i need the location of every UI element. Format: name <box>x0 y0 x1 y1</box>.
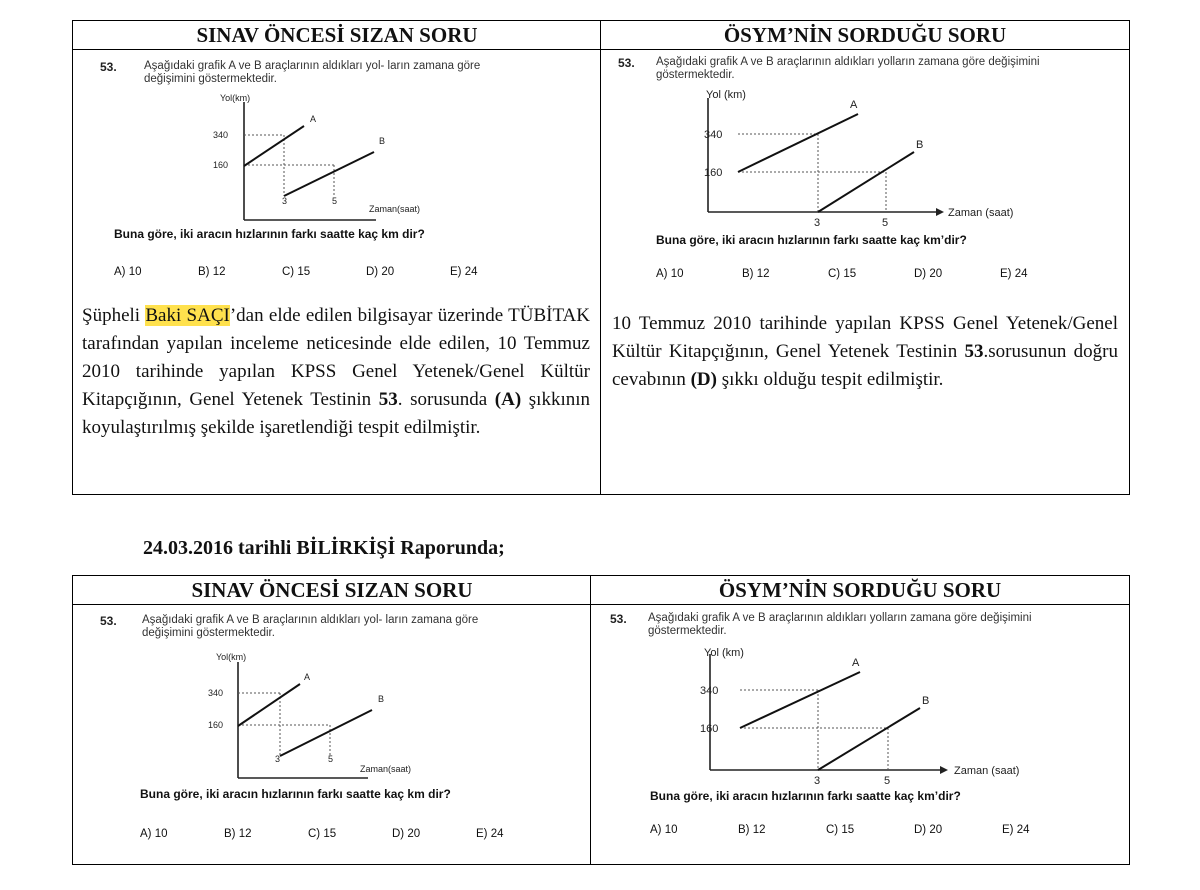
section-title: 24.03.2016 tarihli BİLİRKİŞİ Raporunda; <box>143 537 505 559</box>
option-b: B) 12 <box>224 828 252 840</box>
x-axis-label: Zaman (saat) <box>954 765 1020 777</box>
leaked-question-scan <box>86 52 586 297</box>
line-a <box>238 684 300 726</box>
line-b <box>280 710 372 756</box>
question-ask: Buna göre, iki aracın hızlarının farkı saatte kaç km’dir? <box>656 233 967 247</box>
line-a <box>738 114 858 172</box>
option-b: B) 12 <box>742 268 770 280</box>
option-c: C) 15 <box>308 828 337 840</box>
question-number: 53. <box>610 612 627 626</box>
question-ask: Buna göre, iki aracın hızlarının farkı saatte kaç km dir? <box>114 227 425 241</box>
x-axis-label: Zaman(saat) <box>369 204 421 214</box>
option-d: D) 20 <box>366 266 395 278</box>
answer-options <box>656 268 1060 280</box>
y-tick-160: 160 <box>700 723 719 735</box>
label-b: B <box>922 695 930 707</box>
question-ask: Buna göre, iki aracın hızlarının farkı saatte kaç km dir? <box>140 787 451 801</box>
option-e: E) 24 <box>1002 824 1030 836</box>
option-b: B) 12 <box>738 824 766 836</box>
question-number: 53. <box>100 60 117 74</box>
y-axis-label: Yol(km) <box>216 652 247 662</box>
option-c: C) 15 <box>282 266 311 278</box>
label-a: A <box>304 672 311 682</box>
leaked-distance-time-graph-2 <box>84 648 584 828</box>
y-tick-340: 340 <box>704 129 723 141</box>
option-c: C) 15 <box>826 824 855 836</box>
label-a: A <box>310 114 317 124</box>
question-text: Aşağıdaki grafik A ve B araçlarının aldıkları yol- ların zamana göre değişimini göstermektedir. <box>144 60 481 85</box>
line-b <box>818 708 920 770</box>
option-d: D) 20 <box>914 824 943 836</box>
label-a: A <box>850 99 858 111</box>
question-ask: Buna göre, iki aracın hızlarının farkı saatte kaç km’dir? <box>650 789 961 803</box>
bottom-right-header: ÖSYM’NİN SORDUĞU SORU <box>590 575 1130 606</box>
answer-options <box>140 828 536 840</box>
y-axis-label: Yol(km) <box>220 93 251 103</box>
option-e: E) 24 <box>450 266 478 278</box>
line-a <box>244 126 304 166</box>
line-a <box>740 672 860 728</box>
bottom-left-header: SINAV ÖNCESİ SIZAN SORU <box>72 575 592 606</box>
x-tick-5: 5 <box>328 754 334 764</box>
leaked-distance-time-graph <box>86 92 586 272</box>
question-number: 53. <box>100 614 117 628</box>
label-b: B <box>916 139 924 151</box>
x-tick-3: 3 <box>814 217 821 229</box>
x-tick-3: 3 <box>282 196 288 206</box>
question-text: Aşağıdaki grafik A ve B araçlarının aldıkları yol- ların zamana göre değişimini göstermektedir. <box>142 614 479 639</box>
x-tick-5: 5 <box>332 196 338 206</box>
option-e: E) 24 <box>1000 268 1028 280</box>
question-number: 53. <box>618 56 635 70</box>
x-tick-5: 5 <box>882 217 889 229</box>
y-tick-340: 340 <box>213 130 229 140</box>
y-axis-label: Yol (km) <box>704 647 744 659</box>
question-text: Aşağıdaki grafik A ve B araçlarının aldıkları yolların zamana göre değişimini göstermektedir. <box>648 612 1032 637</box>
osym-paragraph: 10 Temmuz 2010 tarihinde yapılan KPSS Genel Yetenek/Genel Kültür Kitapçığının, Genel Yetenek Testinin 53.sorusunun doğru cevabının (D) şıkkı olduğu tespit edilmiştir. <box>612 313 1118 390</box>
x-tick-5: 5 <box>884 775 891 787</box>
osym-question-scan-2 <box>602 608 1117 853</box>
line-b <box>284 152 374 196</box>
x-tick-3: 3 <box>275 754 281 764</box>
option-d: D) 20 <box>914 268 943 280</box>
line-b <box>818 152 914 212</box>
option-a: A) 10 <box>650 824 678 836</box>
y-tick-160: 160 <box>704 167 723 179</box>
y-tick-160: 160 <box>213 160 229 170</box>
option-b: B) 12 <box>198 266 226 278</box>
y-tick-160: 160 <box>208 720 224 730</box>
x-tick-3: 3 <box>814 775 821 787</box>
answer-options <box>114 266 510 278</box>
option-d: D) 20 <box>392 828 421 840</box>
question-text: Aşağıdaki grafik A ve B araçlarının aldıkları yolların zamana göre değişimini göstermektedir. <box>656 56 1040 81</box>
osym-question-scan <box>612 52 1102 304</box>
option-c: C) 15 <box>828 268 857 280</box>
y-axis-label: Yol (km) <box>706 89 746 101</box>
top-right-header: ÖSYM’NİN SORDUĞU SORU <box>600 20 1130 51</box>
option-a: A) 10 <box>114 266 142 278</box>
x-axis-label: Zaman (saat) <box>948 207 1014 219</box>
option-e: E) 24 <box>476 828 504 840</box>
option-a: A) 10 <box>656 268 684 280</box>
answer-options <box>650 824 1062 836</box>
y-tick-340: 340 <box>700 685 719 697</box>
top-left-header: SINAV ÖNCESİ SIZAN SORU <box>72 20 602 51</box>
option-a: A) 10 <box>140 828 168 840</box>
y-tick-340: 340 <box>208 688 224 698</box>
label-a: A <box>852 657 860 669</box>
leaked-paragraph: Şüpheli Baki SAÇI’dan elde edilen bilgisayar üzerinde TÜBİTAK tarafından yapılan inceleme neticesinde elde edilen, 10 Temmuz 2010 tarihinde yapılan KPSS Genel Yetenek/Genel Kültür Kitapçığının, Genel Yetenek Testinin 53. sorusunda (A) şıkkının koyulaştırılmış şekilde işaretlendiği tespit edilmiştir. <box>82 305 590 438</box>
label-b: B <box>379 136 386 146</box>
x-axis-label: Zaman(saat) <box>360 764 412 774</box>
label-b: B <box>378 694 385 704</box>
suspect-name-highlight: Baki SAÇI <box>145 305 230 326</box>
leaked-question-scan-2 <box>84 608 584 853</box>
